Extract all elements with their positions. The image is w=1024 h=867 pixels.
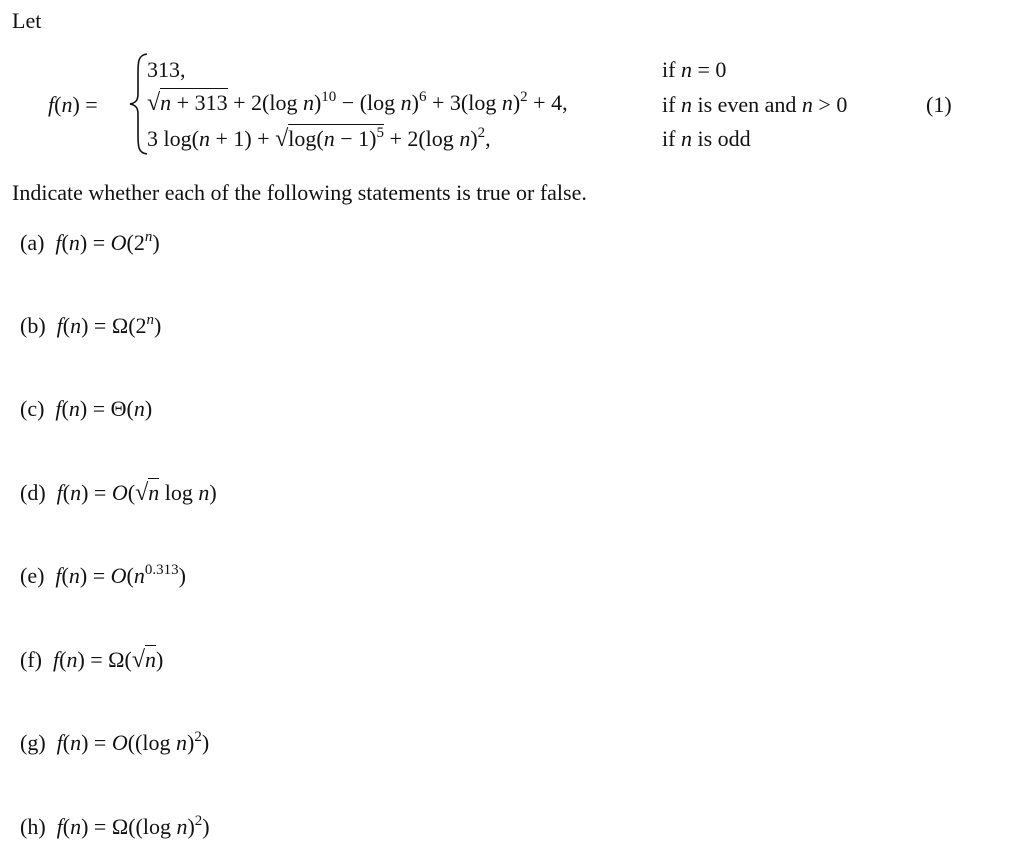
statement-h: (h) f(n) = Ω((log n)$^2$) — [20, 813, 210, 839]
statement-label: (e) — [20, 563, 45, 588]
statement-label: (f) — [20, 647, 42, 672]
statement-g: (g) f(n) = O((log n)$^2$) — [20, 729, 210, 755]
statement-e: (e) $f(n) = O(n^{0.313})$ — [20, 562, 186, 588]
case-1-expression: 313, — [147, 57, 186, 82]
statement-b: (b) $f(n) = \Omega(2^n)$ — [20, 312, 162, 338]
statement-label: (g) — [20, 730, 46, 755]
case-3-condition: if n is odd — [662, 126, 751, 151]
statement-f: (f) f(n) = Ω(√n) — [20, 647, 164, 673]
instruction-text: Indicate whether each of the following statements is true or false. — [12, 180, 587, 205]
statement-label: (h) — [20, 814, 46, 839]
statement-d: (d) f(n) = O(√n log n) — [20, 480, 217, 506]
intro-text: Let — [12, 8, 42, 33]
case-3-expression: 3 $\log(n + 1) + √\log(n - 1)^5 + 2(\log$ n)$^2$, — [147, 125, 491, 152]
statement-c: (c) f(n) = Θ(n) — [20, 396, 153, 421]
case-2-condition: if n is even and n > 0 — [662, 92, 848, 117]
statement-label: (c) — [20, 396, 45, 421]
case-2-expression: √n + 313 + 2(log n)$^{10}$ − (log n)$^6$ + 3(log n)$^2$ + 4, — [147, 89, 568, 116]
statement-label: (b) — [20, 313, 46, 338]
equation-number: (1) — [926, 92, 952, 117]
function-lhs: f(n) = — [48, 92, 98, 117]
statement-label: (d) — [20, 480, 46, 505]
case-1-condition: if n = 0 — [662, 57, 727, 82]
statement-a: (a) $f(n) = O(2^n)$ — [20, 229, 160, 255]
statement-label: (a) — [20, 230, 45, 255]
